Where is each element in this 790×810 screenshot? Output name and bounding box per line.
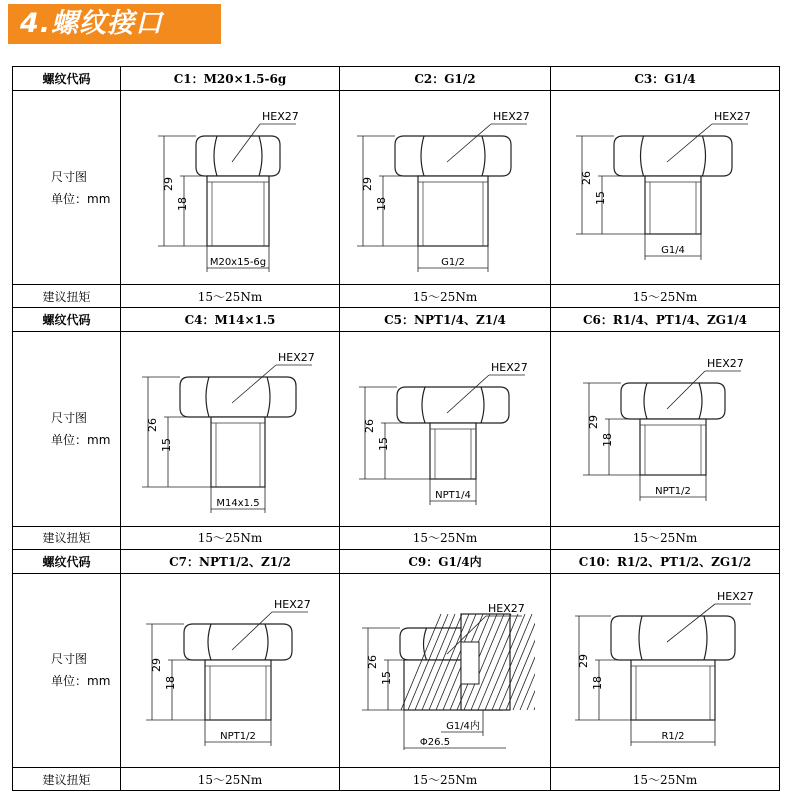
thread-size-label: NPT1/2 bbox=[220, 731, 256, 743]
hex-nut-outline bbox=[614, 136, 732, 176]
drawing-cell bbox=[121, 90, 340, 285]
thread-length-dimension: 15 bbox=[377, 436, 390, 451]
hex-size-label: HEX27 bbox=[488, 602, 525, 616]
fitting-drawing bbox=[355, 339, 535, 519]
drawing-cell bbox=[340, 90, 551, 285]
hex-size-label: HEX27 bbox=[493, 109, 530, 123]
height-dimension: 29 bbox=[162, 176, 175, 191]
item-code: C1：M20×1.5-6g bbox=[121, 67, 340, 91]
hex-nut-outline bbox=[621, 383, 725, 419]
hex-nut-outline bbox=[611, 616, 735, 660]
drawing-label-cell bbox=[13, 332, 121, 527]
hex-nut-outline bbox=[196, 136, 280, 176]
thread-length-dimension: 18 bbox=[601, 432, 614, 447]
hex-size-label: HEX27 bbox=[717, 590, 754, 604]
diameter-label: Φ26.5 bbox=[419, 737, 451, 749]
thread-interface-table bbox=[12, 66, 780, 791]
drawing-cell bbox=[340, 573, 551, 768]
thread-body bbox=[207, 176, 269, 246]
height-dimension: 29 bbox=[577, 654, 590, 669]
torque-row bbox=[13, 768, 780, 791]
torque-value: 15～25Nm bbox=[551, 285, 780, 308]
fitting-drawing bbox=[140, 580, 320, 760]
drawing-row bbox=[13, 90, 780, 285]
thread-body bbox=[430, 423, 476, 479]
torque-row bbox=[13, 526, 780, 549]
thread-size-label: G1/4内 bbox=[446, 721, 480, 733]
drawing-cell bbox=[121, 332, 340, 527]
hex-nut-outline bbox=[397, 387, 509, 423]
drawing-cell bbox=[551, 90, 780, 285]
thread-body bbox=[631, 660, 715, 720]
hex-size-label: HEX27 bbox=[714, 109, 751, 123]
hex-size-label: HEX27 bbox=[262, 109, 299, 123]
thread-length-dimension: 15 bbox=[594, 190, 607, 205]
height-dimension: 26 bbox=[363, 418, 376, 433]
thread-size-label: G1/2 bbox=[441, 256, 465, 268]
thread-size-label: NPT1/2 bbox=[655, 485, 691, 497]
header-row bbox=[13, 67, 780, 91]
thread-code-label: 螺纹代码 bbox=[13, 308, 121, 332]
thread-length-dimension: 18 bbox=[176, 196, 189, 211]
torque-value: 15～25Nm bbox=[340, 526, 551, 549]
drawing-cell bbox=[121, 573, 340, 768]
torque-label: 建议扭矩 bbox=[13, 526, 121, 549]
thread-body bbox=[640, 419, 706, 475]
item-code: C9：G1/4内 bbox=[340, 549, 551, 573]
unit-label: 单位：mm bbox=[51, 432, 111, 447]
torque-label: 建议扭矩 bbox=[13, 768, 121, 791]
torque-value: 15～25Nm bbox=[121, 526, 340, 549]
hex-nut-outline bbox=[184, 624, 292, 660]
hex-size-label: HEX27 bbox=[707, 356, 744, 370]
item-code: C4：M14×1.5 bbox=[121, 308, 340, 332]
fitting-drawing bbox=[575, 580, 755, 760]
height-dimension: 29 bbox=[587, 414, 600, 429]
drawing-label-cell bbox=[13, 573, 121, 768]
height-dimension: 29 bbox=[150, 658, 163, 673]
height-dimension: 29 bbox=[361, 176, 374, 191]
drawing-row bbox=[13, 573, 780, 768]
unit-label: 单位：mm bbox=[51, 191, 111, 206]
thread-size-label: R1/2 bbox=[661, 731, 685, 743]
fitting-drawing bbox=[355, 98, 535, 278]
section-title: 4.螺纹接口 bbox=[20, 8, 164, 39]
torque-value: 15～25Nm bbox=[551, 526, 780, 549]
hex-size-label: HEX27 bbox=[278, 350, 315, 364]
hatch-line bbox=[527, 614, 535, 710]
torque-value: 15～25Nm bbox=[340, 768, 551, 791]
thread-code-label: 螺纹代码 bbox=[13, 67, 121, 91]
thread-length-dimension: 15 bbox=[380, 671, 393, 686]
thread-body bbox=[418, 176, 488, 246]
fitting-drawing bbox=[575, 339, 755, 519]
header-row bbox=[13, 549, 780, 573]
thread-length-dimension: 18 bbox=[591, 676, 604, 691]
torque-value: 15～25Nm bbox=[340, 285, 551, 308]
torque-row bbox=[13, 285, 780, 308]
item-code: C10：R1/2、PT1/2、ZG1/2 bbox=[551, 549, 780, 573]
item-code: C5：NPT1/4、Z1/4 bbox=[340, 308, 551, 332]
thread-body bbox=[211, 417, 265, 487]
hex-size-label: HEX27 bbox=[491, 360, 528, 374]
torque-value: 15～25Nm bbox=[121, 285, 340, 308]
hex-nut-outline bbox=[180, 377, 296, 417]
thread-size-label: G1/4 bbox=[661, 244, 685, 256]
hatch-line bbox=[513, 614, 535, 710]
thread-body bbox=[645, 176, 701, 234]
unit-label: 单位：mm bbox=[51, 674, 111, 689]
dimension-drawing-label: 尺寸图 bbox=[51, 652, 88, 667]
internal-bore bbox=[461, 642, 479, 684]
hex-nut-outline bbox=[395, 136, 511, 176]
drawing-cell bbox=[340, 332, 551, 527]
drawing-label-cell bbox=[13, 90, 121, 285]
thread-code-label: 螺纹代码 bbox=[13, 549, 121, 573]
fitting-drawing bbox=[575, 98, 755, 278]
torque-value: 15～25Nm bbox=[551, 768, 780, 791]
dimension-drawing-label: 尺寸图 bbox=[51, 410, 88, 425]
thread-body bbox=[205, 660, 271, 720]
height-dimension: 26 bbox=[580, 170, 593, 185]
item-code: C2：G1/2 bbox=[340, 67, 551, 91]
section-title-banner bbox=[8, 4, 221, 44]
item-code: C3：G1/4 bbox=[551, 67, 780, 91]
height-dimension: 26 bbox=[146, 417, 159, 432]
fitting-drawing bbox=[140, 98, 320, 278]
thread-length-dimension: 18 bbox=[375, 196, 388, 211]
drawing-cell bbox=[551, 332, 780, 527]
thread-length-dimension: 18 bbox=[164, 676, 177, 691]
dimension-drawing-label: 尺寸图 bbox=[51, 169, 88, 184]
drawing-cell bbox=[551, 573, 780, 768]
thread-size-label: M14x1.5 bbox=[216, 497, 260, 509]
thread-length-dimension: 15 bbox=[160, 437, 173, 452]
item-code: C6：R1/4、PT1/4、ZG1/4 bbox=[551, 308, 780, 332]
thread-size-label: M20x15-6g bbox=[209, 256, 267, 268]
header-row bbox=[13, 308, 780, 332]
hatch-line bbox=[534, 614, 535, 710]
hex-size-label: HEX27 bbox=[274, 598, 311, 612]
torque-label: 建议扭矩 bbox=[13, 285, 121, 308]
height-dimension: 26 bbox=[366, 655, 379, 670]
drawing-row bbox=[13, 332, 780, 527]
torque-value: 15～25Nm bbox=[121, 768, 340, 791]
fitting-drawing bbox=[355, 580, 535, 760]
item-code: C7：NPT1/2、Z1/2 bbox=[121, 549, 340, 573]
thread-size-label: NPT1/4 bbox=[435, 489, 471, 501]
fitting-drawing bbox=[140, 339, 320, 519]
